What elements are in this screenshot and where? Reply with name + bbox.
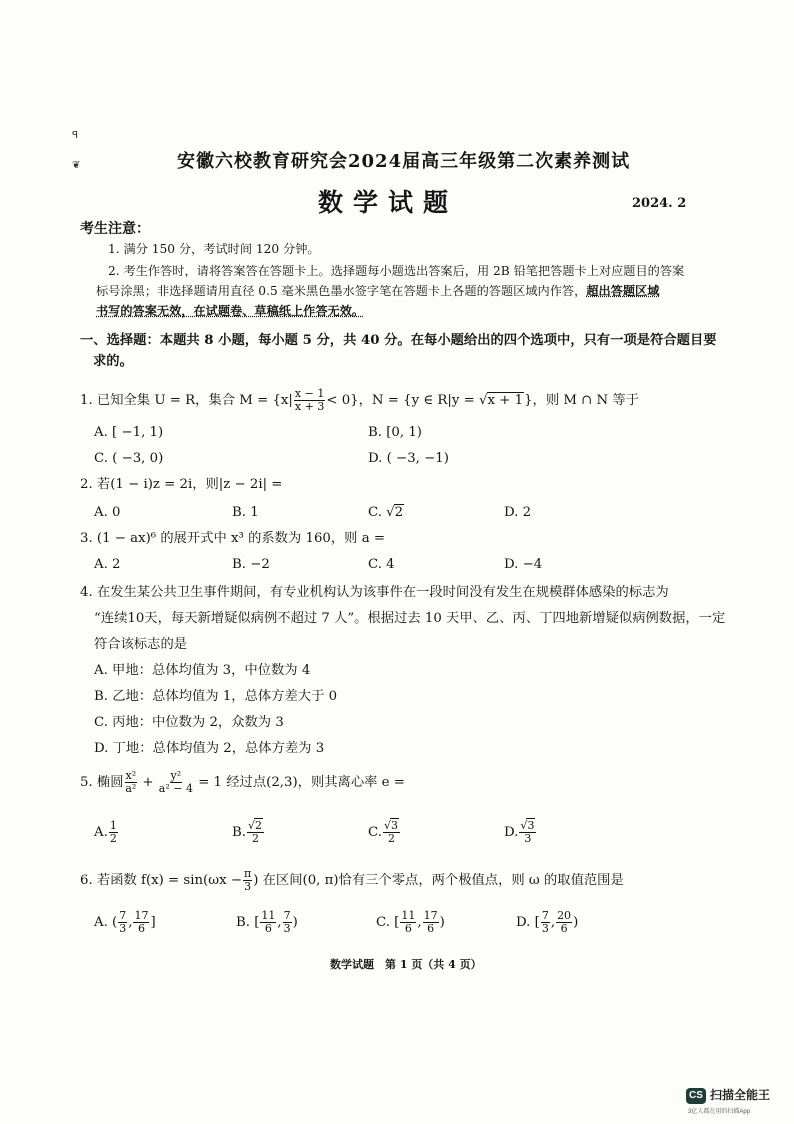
denominator: 3 xyxy=(524,832,532,845)
q5-option-d xyxy=(504,820,537,845)
question-4-line-1: 4. 在发生某公共卫生事件期间，有专业机构认为该事件在一段时间没有发生在规模群体感染的标志为 xyxy=(80,585,669,600)
question-2-stem: 2. 若(1 − i)z = 2i，则|z − 2i| = xyxy=(80,477,283,492)
question-1-stem: 1. 已知全集 U = R，集合 M = {x| $\frac{x - 1}{x + 3}$ < 0}，N = {y ∈ R|y = √x + 1}，则 M ∩ N 等于 xyxy=(80,387,640,413)
numerator: 7 xyxy=(541,909,549,922)
q1-option-a: A. [ −1, 1) xyxy=(94,425,164,440)
question-5-stem xyxy=(80,770,405,795)
option-label: D. xyxy=(504,825,519,840)
sqrt-value: 3 xyxy=(390,819,398,832)
numerator: 17 xyxy=(423,909,438,922)
numerator: 7 xyxy=(119,909,127,922)
q4-option-b: B. 乙地：总体均值为 1，总体方差大于 0 xyxy=(94,689,338,704)
question-4-line-2: “连续10天，每天新增疑似病例不超过 7 人”。根据过去 10 天甲、乙、丙、丁四地新增疑似病例数据，一定 xyxy=(94,611,726,626)
q1-sqrt: x + 1 xyxy=(487,393,524,408)
numerator: 7 xyxy=(283,909,291,922)
notice-emphasis: 书写的答案无效，在试题卷、草稿纸上作答无效。 xyxy=(96,304,365,318)
option-fraction xyxy=(118,910,127,935)
option-fraction xyxy=(247,820,264,845)
option-label: A. xyxy=(94,825,108,840)
q1-stem-part: 1. 已知全集 U = R，集合 M = {x| xyxy=(80,393,293,408)
option-fraction xyxy=(519,820,536,845)
notice-item-2-text: 标号涂黑；非选择题请用直径 0.5 毫米黑色墨水签字笔在答题卡上各题的答题区域内作答， xyxy=(96,284,587,298)
q4-option-a: A. 甲地：总体均值为 3，中位数为 4 xyxy=(94,663,311,678)
section-line-1: 一、选择题：本题共 8 小题，每小题 5 分，共 40 分。在每小题给出的四个选项中，只有一项是符合题目要 xyxy=(80,333,717,348)
page-title: 数学试题 xyxy=(318,188,459,217)
q6-option-c xyxy=(376,910,445,935)
denominator: 6 xyxy=(137,922,145,935)
notice-heading: 考生注意： xyxy=(80,221,150,237)
numerator: 17 xyxy=(134,909,149,922)
numerator: y² xyxy=(170,769,182,782)
comma: , xyxy=(550,915,556,930)
option-fraction xyxy=(541,910,550,935)
q1-stem-part: < 0}，N = {y ∈ R|y = xyxy=(326,393,475,408)
denominator: 2 xyxy=(109,832,117,845)
q3-option-b: B. −2 xyxy=(232,557,270,572)
notice-emphasis: 超出答题区域 xyxy=(586,284,660,298)
notice-item-2-line-3 xyxy=(96,302,364,320)
bracket: ) xyxy=(292,915,298,930)
denominator: 3 xyxy=(541,922,549,935)
bracket: ) xyxy=(439,915,445,930)
sqrt-value: 3 xyxy=(527,819,535,832)
question-4-line-3: 符合该标志的是 xyxy=(94,637,188,652)
q5-option-a xyxy=(94,820,119,845)
sqrt-value: 2 xyxy=(394,505,404,520)
denominator: 2 xyxy=(387,832,395,845)
section-line-2: 求的。 xyxy=(93,354,133,369)
q2-option-a: A. 0 xyxy=(94,505,121,520)
numerator: π xyxy=(243,867,252,880)
option-fraction xyxy=(260,910,276,935)
option-fraction xyxy=(400,910,416,935)
notice-item-1: 1. 满分 150 分，考试时间 120 分钟。 xyxy=(108,242,320,256)
option-label: B. [ xyxy=(236,915,260,930)
numerator: √3 xyxy=(520,819,535,832)
option-label: C. xyxy=(368,825,382,840)
q3-option-a: A. 2 xyxy=(94,557,121,572)
exam-date: 2024. 2 xyxy=(632,196,687,211)
denominator: 6 xyxy=(404,922,412,935)
comma: , xyxy=(128,915,133,930)
numerator: x − 1 xyxy=(294,387,325,400)
denominator: a² xyxy=(125,782,137,795)
comma: , xyxy=(417,915,422,930)
option-label: C. xyxy=(368,505,382,520)
option-fraction xyxy=(556,910,572,935)
q1-option-d: D. ( −3, −1) xyxy=(368,451,449,466)
option-fraction xyxy=(423,910,439,935)
q2-option-b: B. 1 xyxy=(232,505,259,520)
camscanner-logo-icon: CS xyxy=(686,1088,706,1104)
margin-mark: ❦ xyxy=(72,160,81,171)
denominator: 6 xyxy=(560,922,568,935)
q3-option-c: C. 4 xyxy=(368,557,395,572)
numerator: 11 xyxy=(401,909,416,922)
sqrt-value: 2 xyxy=(255,819,263,832)
denominator: a² − 4 xyxy=(158,782,193,795)
notice-item-2-line-1: 2. 考生作答时，请将答案答在答题卡上。选择题每小题选出答案后，用 2B 铅笔把答题卡上对应题目的答案 xyxy=(108,264,685,278)
numerator: 11 xyxy=(261,909,276,922)
denominator: 3 xyxy=(283,922,291,935)
page-footer: 数学试题 第 1 页（共 4 页） xyxy=(330,958,482,971)
q5-option-c xyxy=(368,820,401,845)
question-6-stem xyxy=(80,868,624,893)
q2-option-c: C. √2 xyxy=(368,505,404,520)
q1-stem-part: }，则 M ∩ N 等于 xyxy=(524,393,640,408)
notice-item-2-line-2 xyxy=(96,282,659,300)
option-label: C. [ xyxy=(376,915,400,930)
denominator: 6 xyxy=(427,922,435,935)
question-3-stem: 3. (1 − ax)⁶ 的展开式中 x³ 的系数为 160，则 a = xyxy=(80,531,386,546)
q6-fraction xyxy=(243,868,252,893)
bracket: ] xyxy=(150,915,156,930)
numerator: √2 xyxy=(248,819,263,832)
q5-option-b xyxy=(232,820,265,845)
denominator: 2 xyxy=(252,832,259,845)
numerator: 1 xyxy=(109,819,117,832)
watermark-slogan: 3亿人都在用的扫描App xyxy=(688,1109,751,1115)
q3-option-d: D. −4 xyxy=(504,557,543,572)
option-label: B. xyxy=(232,825,246,840)
option-label: A. ( xyxy=(94,915,118,930)
q4-option-c: C. 丙地：中位数为 2，众数为 3 xyxy=(94,715,284,730)
q6-option-a xyxy=(94,910,156,935)
option-fraction xyxy=(133,910,149,935)
watermark-app-name: 扫描全能王 xyxy=(710,1088,771,1102)
option-fraction xyxy=(383,820,400,845)
org-title: 安徽六校教育研究会2024届高三年级第二次素养测试 xyxy=(177,151,631,172)
section-heading xyxy=(80,330,717,372)
q2-option-d: D. 2 xyxy=(504,505,532,520)
margin-mark: ꟼ xyxy=(72,130,79,141)
q1-fraction xyxy=(294,388,325,413)
comma: , xyxy=(277,915,282,930)
option-fraction xyxy=(283,910,292,935)
denominator: x + 3 xyxy=(294,400,325,413)
numerator: x² xyxy=(125,769,137,782)
q5-fraction-x xyxy=(125,770,138,795)
denominator: 3 xyxy=(119,922,127,935)
option-label: D. [ xyxy=(516,915,540,930)
q1-option-b: B. [0, 1) xyxy=(368,425,422,440)
plus-sign: + xyxy=(142,775,154,790)
q5-stem-part: 5. 椭圆 xyxy=(80,775,124,790)
q5-stem-part: = 1 经过点(2,3)，则其离心率 e = xyxy=(198,775,405,790)
q6-option-b xyxy=(236,910,298,935)
q4-option-d: D. 丁地：总体均值为 2，总体方差为 3 xyxy=(94,741,325,756)
denominator: 6 xyxy=(264,922,272,935)
q6-option-d xyxy=(516,910,578,935)
q6-stem-part: 6. 若函数 f(x) = sin(ωx − xyxy=(80,873,242,888)
q1-option-c: C. ( −3, 0) xyxy=(94,451,164,466)
bracket: ) xyxy=(573,915,579,930)
denominator: 3 xyxy=(244,880,252,893)
numerator: √3 xyxy=(383,819,398,832)
numerator: 20 xyxy=(557,909,572,922)
q5-fraction-y xyxy=(159,770,193,795)
option-fraction xyxy=(109,820,118,845)
q6-stem-part: ) 在区间(0, π)恰有三个零点，两个极值点，则 ω 的取值范围是 xyxy=(253,873,624,888)
